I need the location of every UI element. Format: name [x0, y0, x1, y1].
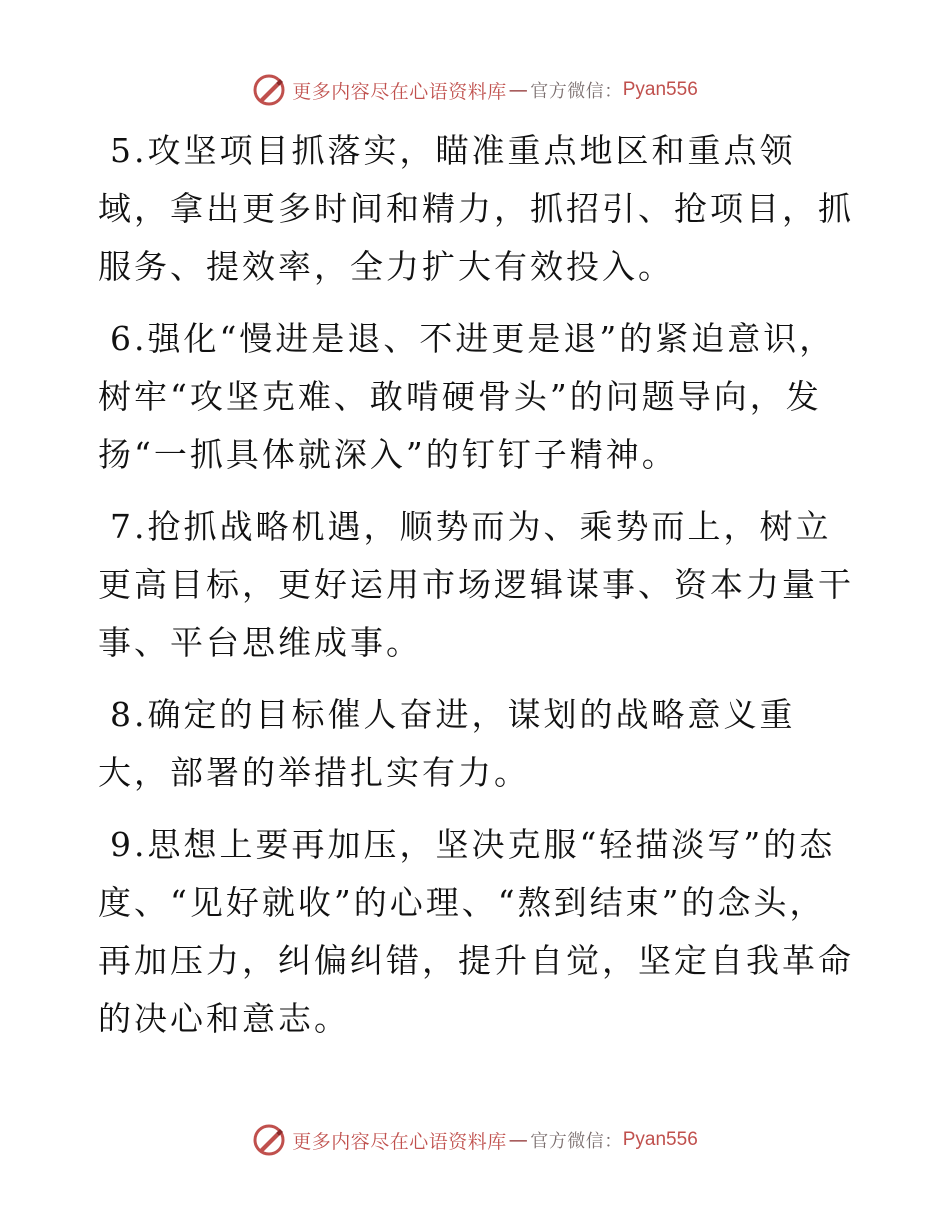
document-body [98, 122, 858, 1062]
header-watermark [0, 70, 950, 110]
watermark-main: 更多内容尽在心语资料库 [292, 80, 507, 103]
pen-logo-icon [252, 1123, 286, 1157]
pen-logo-icon [252, 73, 286, 107]
watermark-main: 更多内容尽在心语资料库 [292, 1130, 507, 1153]
watermark-sub: 官方微信： [530, 81, 623, 102]
paragraph-7: 7.抢抓战略机遇，顺势而为、乘势而上，树立更高目标，更好运用市场逻辑谋事、资本力量干事、平台思维成事。 [98, 507, 854, 662]
watermark-id: Pyan556 [622, 79, 698, 100]
watermark-id: Pyan556 [622, 1129, 698, 1150]
watermark-dash: — [508, 79, 529, 101]
watermark-sub: 官方微信： [530, 1131, 623, 1152]
paragraph-5: 5.攻坚项目抓落实，瞄准重点地区和重点领域，拿出更多时间和精力，抓招引、抢项目，抓服务、提效率，全力扩大有效投入。 [98, 131, 854, 286]
paragraph-6: 6.强化“慢进是退、不进更是退”的紧迫意识，树牢“攻坚克难、敢啃硬骨头”的问题导向，发扬“一抓具体就深入”的钉钉子精神。 [98, 319, 836, 474]
paragraph-8: 8.确定的目标催人奋进，谋划的战略意义重大，部署的举措扎实有力。 [98, 695, 796, 792]
watermark-dash: — [508, 1129, 529, 1151]
paragraph-9: 9.思想上要再加压，坚决克服“轻描淡写”的态度、“见好就收”的心理、“熬到结束”的念头，再加压力，纠偏纠错，提升自觉，坚定自我革命的决心和意志。 [98, 825, 854, 1038]
footer-watermark [0, 1120, 950, 1160]
